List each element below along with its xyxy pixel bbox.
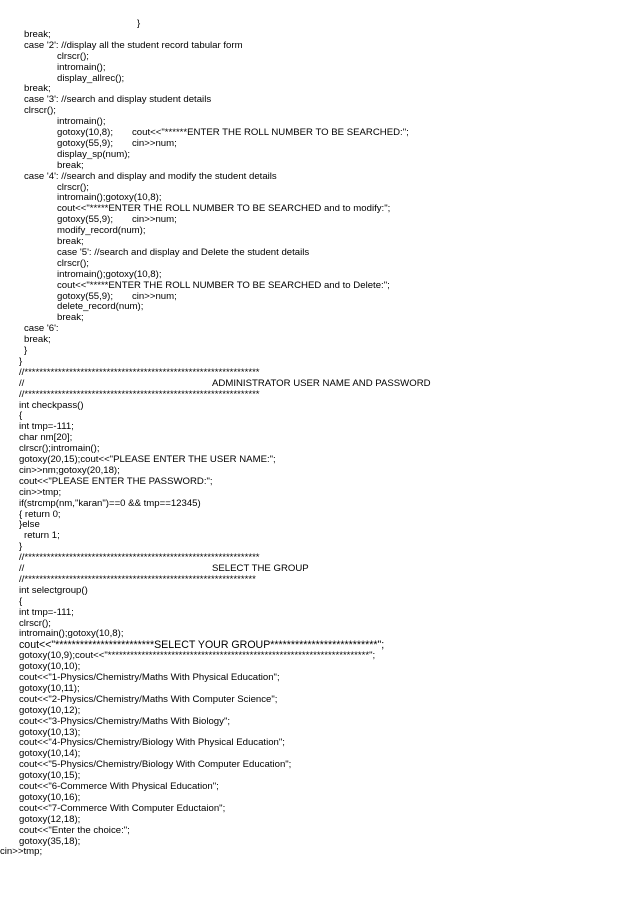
code-text: display_sp(num); <box>57 148 131 160</box>
code-text: int selectgroup() <box>19 584 88 596</box>
code-text: //************************************************************** <box>19 573 256 585</box>
code-text: break; <box>24 334 51 346</box>
code-text: cout<<"2-Physics/Chemistry/Maths With Computer Science"; <box>19 693 278 705</box>
code-text: }else <box>19 519 40 531</box>
code-text: gotoxy(20,15);cout<<"PLEASE ENTER THE USER NAME:"; <box>19 454 276 465</box>
code-text-column-2: cin>>num; <box>132 137 177 149</box>
code-text: case '3': //search and display student details <box>24 94 212 106</box>
code-text: intromain();gotoxy(10,8); <box>19 628 124 640</box>
code-text: intromain(); <box>57 116 106 128</box>
code-text: break; <box>57 312 84 324</box>
code-text: cout<<"4-Physics/Chemistry/Biology With Physical Education"; <box>19 737 285 749</box>
code-text: cout<<"*****ENTER THE ROLL NUMBER TO BE SEARCHED and to modify:"; <box>57 203 391 215</box>
code-text: gotoxy(10,11); <box>19 682 80 694</box>
code-text: case '4': //search and display and modify the student details <box>24 170 277 182</box>
code-text: cout<<"Enter the choice:"; <box>19 824 130 836</box>
code-text: cout<<"*****ENTER THE ROLL NUMBER TO BE SEARCHED and to Delete:"; <box>57 279 390 291</box>
code-text-column-2: cin>>num; <box>132 214 177 226</box>
code-text: if(strcmp(nm,"karan")==0 && tmp==12345) <box>19 497 201 509</box>
code-text: cin>>nm;gotoxy(20,18); <box>19 464 120 476</box>
code-text: cout<<"5-Physics/Chemistry/Biology With Computer Education"; <box>19 759 292 771</box>
code-text: gotoxy(10,12); <box>19 704 81 716</box>
code-text: } <box>137 18 141 29</box>
code-text: display_allrec(); <box>57 72 125 84</box>
code-text-column-2: cout<<"******ENTER THE ROLL NUMBER TO BE SEARCHED:"; <box>132 127 409 138</box>
code-text: break; <box>24 28 51 40</box>
code-text: { return 0; <box>19 508 61 520</box>
code-text: gotoxy(10,13); <box>19 726 81 738</box>
code-text: gotoxy(35,18); <box>19 835 81 847</box>
code-text: { <box>19 410 23 422</box>
code-text: clrscr(); <box>57 50 89 62</box>
code-text: delete_record(num); <box>57 301 144 313</box>
code-text: gotoxy(10,15); <box>19 770 81 782</box>
code-text: gotoxy(55,9); <box>57 290 113 302</box>
code-text: break; <box>57 159 84 171</box>
code-text: case '2': //display all the student record tabular form <box>24 39 243 51</box>
code-text: gotoxy(55,9); <box>57 214 113 226</box>
code-text: cin>>tmp; <box>0 846 43 858</box>
code-text: gotoxy(10,9);cout<<"**********************************************************************"; <box>19 650 376 662</box>
code-text: gotoxy(12,18); <box>19 813 81 825</box>
code-text: cin>>tmp; <box>19 486 62 498</box>
code-text: int checkpass() <box>19 399 84 411</box>
code-text: char nm[20]; <box>19 432 73 444</box>
code-text: clrscr(); <box>24 105 56 117</box>
code-text: modify_record(num); <box>57 225 146 237</box>
code-text: gotoxy(55,9); <box>57 137 113 149</box>
code-text: gotoxy(10,14); <box>19 748 81 760</box>
code-text: clrscr();intromain(); <box>19 443 100 455</box>
code-text: // <box>19 563 25 574</box>
code-text: int tmp=-111; <box>19 421 74 433</box>
code-text: clrscr(); <box>57 181 89 193</box>
code-text: // <box>19 377 25 389</box>
code-text-column-2: cin>>num; <box>132 290 177 302</box>
code-text: break; <box>24 83 51 95</box>
code-text: } <box>24 345 28 356</box>
code-text: clrscr(); <box>57 257 89 269</box>
code-text: //*************************************************************** <box>19 366 260 378</box>
code-text: cout<<"6-Commerce With Physical Education"; <box>19 781 219 792</box>
code-text: clrscr(); <box>19 617 51 629</box>
code-text: //*************************************************************** <box>19 388 260 400</box>
code-text: break; <box>57 236 84 247</box>
code-text: intromain();gotoxy(10,8); <box>57 268 162 280</box>
code-text: } <box>19 541 23 553</box>
code-text: cout<<"PLEASE ENTER THE PASSWORD:"; <box>19 475 213 487</box>
code-text: cout<<"3-Physics/Chemistry/Maths With Biology"; <box>19 715 231 727</box>
code-text-column-2: SELECT THE GROUP <box>212 563 309 574</box>
code-text: case '6': <box>24 323 59 335</box>
code-text: gotoxy(10,16); <box>19 791 81 803</box>
code-text: { <box>19 595 23 607</box>
code-text: case '5': //search and display and Delete the student details <box>57 246 310 258</box>
code-text: cout<<"7-Commerce With Computer Eductaion"; <box>19 802 226 814</box>
code-text: cout<<"************************SELECT YOUR GROUP**************************"; <box>19 639 385 652</box>
code-text: } <box>19 355 23 367</box>
code-text: cout<<"1-Physics/Chemistry/Maths With Physical Education"; <box>19 672 280 683</box>
code-text: return 1; <box>24 530 60 542</box>
code-text: gotoxy(10,10); <box>19 661 81 673</box>
code-text-column-2: ADMINISTRATOR USER NAME AND PASSWORD <box>212 377 431 389</box>
code-text: gotoxy(10,8); <box>57 127 113 138</box>
code-text: intromain(); <box>57 61 106 73</box>
code-text: //*************************************************************** <box>19 552 260 564</box>
code-text: intromain();gotoxy(10,8); <box>57 192 162 204</box>
code-text: int tmp=-111; <box>19 606 74 618</box>
